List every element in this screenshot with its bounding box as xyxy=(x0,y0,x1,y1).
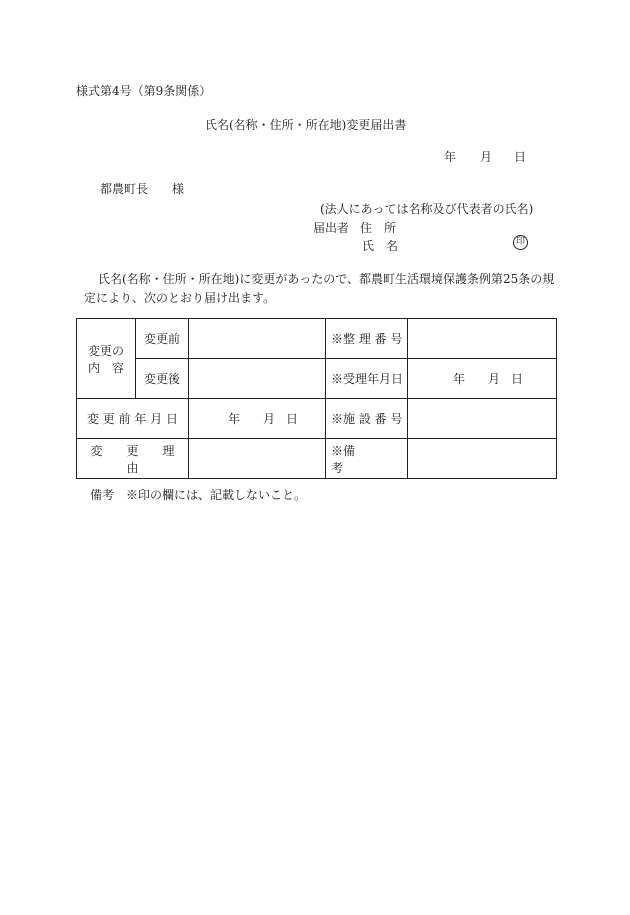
table-row xyxy=(77,359,557,399)
form-number: 様式第4号（第9条関係） xyxy=(76,84,212,98)
name-label: 氏 名 xyxy=(362,239,399,253)
document-title: 氏名(名称・住所・所在地)変更届出書 xyxy=(205,118,407,132)
change-month: 月 xyxy=(262,412,275,426)
table-row xyxy=(77,319,557,359)
table-row xyxy=(77,399,557,439)
notification-table xyxy=(76,318,557,479)
corporation-note: (法人にあっては名称及び代表者の氏名) xyxy=(320,202,534,216)
change-date-field[interactable] xyxy=(189,399,326,439)
remarks-field xyxy=(408,439,557,479)
date-month: 月 xyxy=(480,150,493,164)
reference-no-field xyxy=(408,319,557,359)
received-year: 年 xyxy=(452,372,465,386)
submission-date xyxy=(444,151,526,163)
received-date-field xyxy=(408,359,557,399)
change-content-line2: 内 容 xyxy=(87,360,124,375)
facility-no-label: ※施 設 番 号 xyxy=(326,399,408,439)
received-date-label: ※受理年月日 xyxy=(326,359,408,399)
received-month: 月 xyxy=(487,372,500,386)
addressee: 都農町長 様 xyxy=(100,182,185,196)
reason-label: 変 更 理 由 xyxy=(77,439,189,479)
change-day: 日 xyxy=(285,412,298,426)
reference-no-label: ※整 理 番 号 xyxy=(326,319,408,359)
change-content-label xyxy=(77,319,136,399)
facility-no-field xyxy=(408,399,557,439)
after-value-field[interactable] xyxy=(189,359,326,399)
before-value-field[interactable] xyxy=(189,319,326,359)
change-content-line1: 変更の xyxy=(87,343,124,358)
after-label: 変更後 xyxy=(136,359,189,399)
remarks-label: ※備 考 xyxy=(326,439,408,479)
seal-mark: 印 xyxy=(513,235,528,250)
reason-field[interactable] xyxy=(189,439,326,479)
table-row xyxy=(77,439,557,479)
change-year: 年 xyxy=(227,412,240,426)
applicant-label: 届出者 xyxy=(313,221,350,235)
body-text: 氏名(名称・住所・所在地)に変更があったので、都農町生活環境保護条例第25条の規定により、次のとおり届け出ます。 xyxy=(84,272,555,305)
footnote: 備考 ※印の欄には、記載しないこと。 xyxy=(90,488,307,502)
date-day: 日 xyxy=(514,150,527,164)
change-date-label: 変 更 前 年 月 日 xyxy=(77,399,189,439)
date-year: 年 xyxy=(444,150,457,164)
received-day: 日 xyxy=(510,372,523,386)
address-label: 住 所 xyxy=(360,221,397,235)
before-label: 変更前 xyxy=(136,319,189,359)
